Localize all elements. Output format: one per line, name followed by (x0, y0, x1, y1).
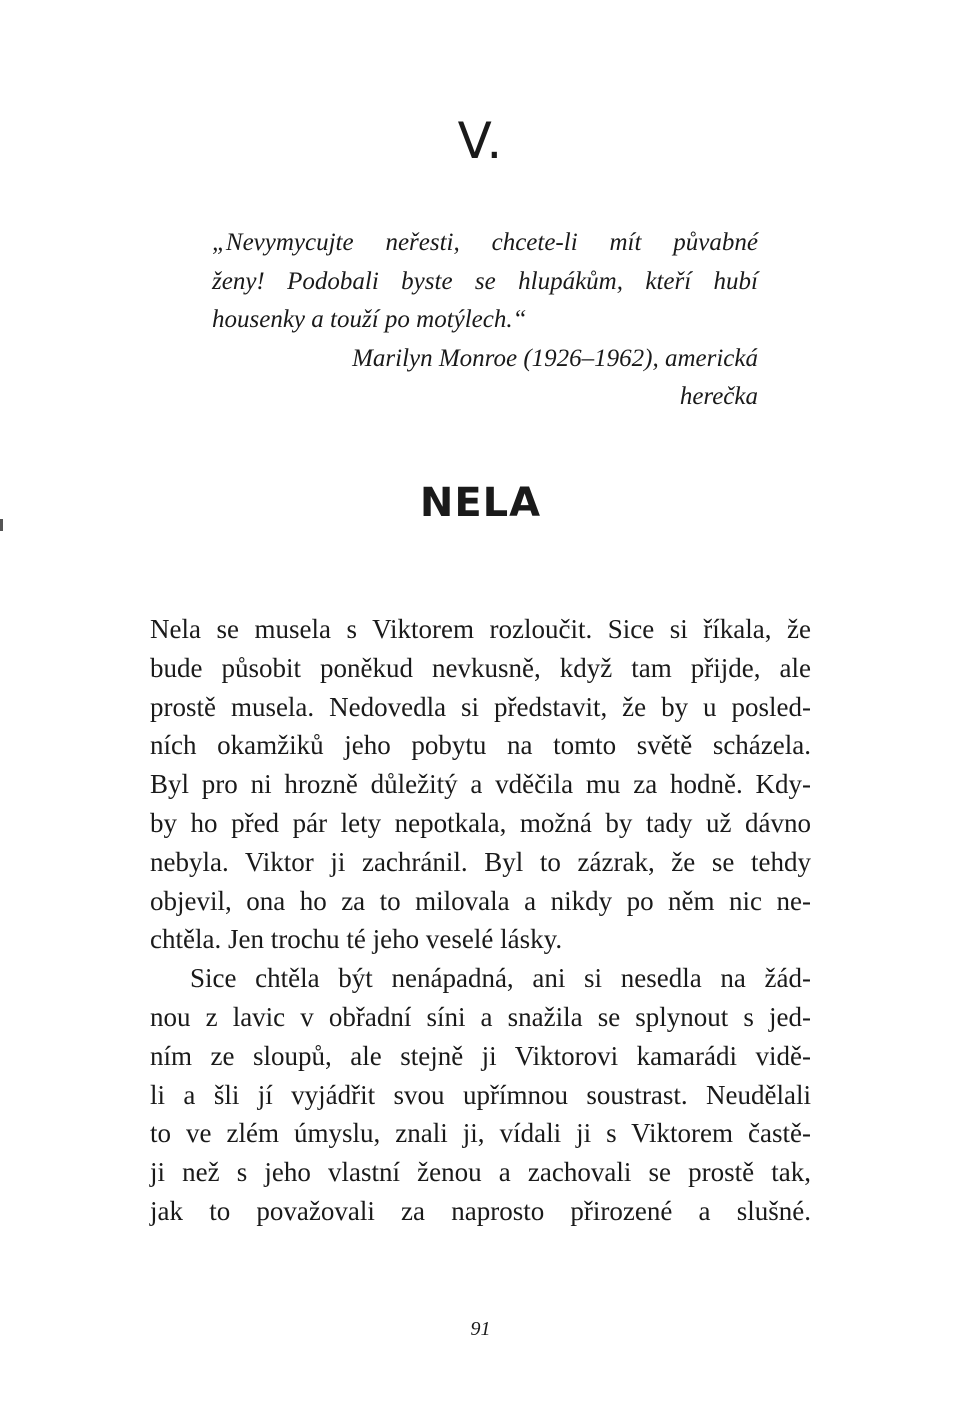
body-line: Sice chtěla být nenápadná, ani si nesedla na žád- (190, 963, 811, 994)
epigraph (212, 224, 758, 417)
body-line: jak to považovali za naprosto přirozené a slušné. (150, 1195, 811, 1226)
epigraph-attribution: herečka (679, 383, 758, 410)
body-line: ním ze sloupů, ale stejně ji Viktorovi kamarádi vidě- (150, 1040, 811, 1071)
chapter-title: NELA (419, 480, 542, 526)
epigraph-line: housenky a touží po motýlech.“ (212, 306, 527, 333)
body-line: prostě musela. Nedovedla si představit, že by u posled- (150, 691, 811, 722)
body-line: ji než s jeho vlastní ženou a zachovali se prostě tak, (150, 1157, 811, 1188)
body-line: nou z lavic v obřadní síni a snažila se splynout s jed- (150, 1001, 811, 1032)
page-number: 91 (470, 1318, 491, 1340)
body-line: Nela se musela s Viktorem rozloučit. Sice si říkala, že (150, 614, 811, 644)
body-line: chtěla. Jen trochu té jeho veselé lásky. (150, 924, 563, 955)
epigraph-line: „Nevymycujte neřesti, chcete-li mít půvabné (212, 229, 758, 256)
body-line: li a šli jí vyjádřit svou upřímnou soustrast. Neudělali (150, 1079, 811, 1110)
body-line: ních okamžiků jeho pobytu na tomto světě scházela. (150, 730, 811, 761)
body-line: Byl pro ni hrozně důležitý a vděčila mu za hodně. Kdy- (150, 769, 811, 800)
body-line: by ho před pár lety nepotkala, možná by tady už dávno (150, 807, 811, 838)
body-text (150, 610, 811, 1231)
epigraph-line: ženy! Podobali byste se hlupákům, kteří hubí (212, 267, 758, 295)
part-number: V. (457, 112, 504, 170)
epigraph-attribution: Marilyn Monroe (1926–1962), americká (352, 344, 758, 372)
body-line: objevil, ona ho za to milovala a nikdy po něm nic ne- (150, 885, 811, 916)
body-line: nebyla. Viktor ji zachránil. Byl to zázrak, že se tehdy (150, 846, 811, 877)
body-line: bude působit poněkud nevkusně, když tam přijde, ale (150, 652, 811, 683)
body-line: to ve zlém úmyslu, znali ji, vídali ji s Viktorem častě- (150, 1118, 811, 1149)
